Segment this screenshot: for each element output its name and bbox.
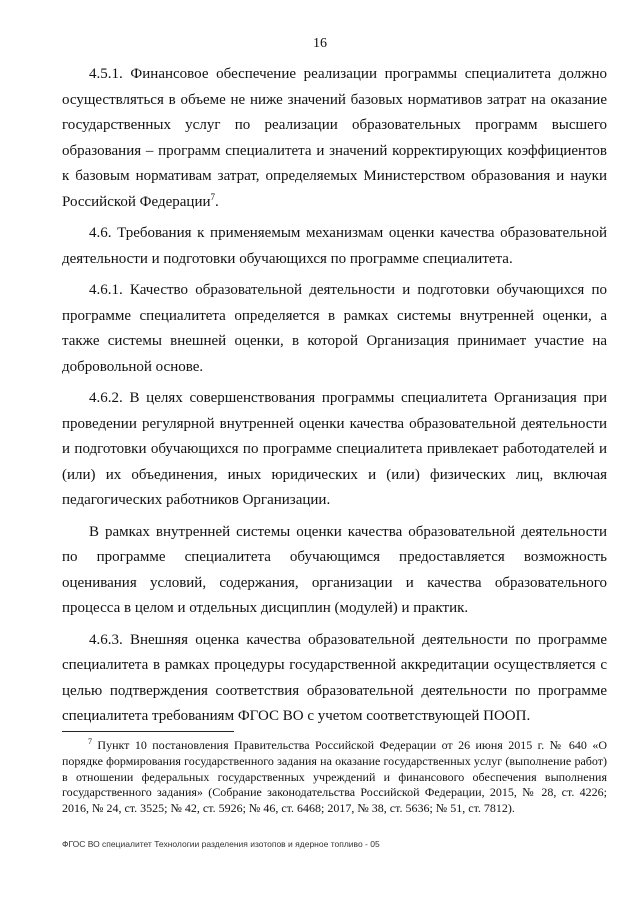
footnote-7: [62, 738, 607, 817]
paragraph-tail: .: [215, 193, 219, 210]
footnote-divider: [62, 731, 234, 732]
page-number: 16: [313, 36, 327, 51]
paragraph-4-6-1: 4.6.1. Качество образовательной деятельности и подготовки обучающихся по программе специалитета определяется в рамках системы внутренней оценки, а также системы внешней оценки, в которой Организация принимает участие на добровольной основе.: [62, 282, 607, 375]
main-text: [62, 62, 607, 736]
footnote-number: 7: [88, 737, 92, 746]
paragraph-4-6-2: 4.6.2. В целях совершенствования программы специалитета Организация при проведении регулярной внутренней оценки качества образовательной деятельности и подготовки обучающихся по программе специалитета привлекает работодателей и (или) их объединения, иных юридических и (или) физических лиц, включая педагогических работников Организации.: [62, 390, 607, 508]
paragraph-4-6: 4.6. Требования к применяемым механизмам оценки качества образовательной деятельности и подготовки обучающихся по программе специалитета.: [62, 225, 607, 267]
paragraph-4-6-3: 4.6.3. Внешняя оценка качества образовательной деятельности по программе специалитета в рамках процедуры государственной аккредитации осуществляется с целью подтверждения соответствия образовательной деятельности по программе специалитета требованиям ФГОС ВО с учетом соответствующей ПООП.: [62, 631, 607, 724]
document-footer: ФГОС ВО специалитет Технологии разделения изотопов и ядерное топливо - 05: [62, 839, 380, 849]
paragraph-4-5-1: [62, 62, 607, 215]
footnote-text: Пункт 10 постановления Правительства Российской Федерации от 26 июня 2015 г. № 640 «О порядке формирования государственного задания на оказание государственных услуг (выполнение работ) в отношении федеральных государственных учреждений и финансового обеспечения выполнения государственного задания» (Собрание законодательства Российской Федерации, 2015, № 28, ст. 4226; 2016, № 24, ст. 3525; № 42, ст. 5926; № 46, ст. 6468; 2017, № 38, ст. 5636; № 51, ст. 7812).: [62, 738, 607, 816]
paragraph-text: 4.5.1. Финансовое обеспечение реализации программы специалитета должно осуществляться в объеме не ниже значений базовых нормативов затрат на оказание государственных услуг по реализации образовательных программ высшего образования – программ специалитета и значений корректирующих коэффициентов к базовым нормативам затрат, определяемых Министерством образования и науки Российской Федерации: [62, 66, 607, 210]
footnote-reference: 7: [210, 191, 216, 202]
paragraph-internal-assessment: В рамках внутренней системы оценки качества образовательной деятельности по программе специалитета обучающимся предоставляется возможность оценивания условий, содержания, организации и качества образовательного процесса в целом и отдельных дисциплин (модулей) и практик.: [62, 523, 607, 616]
